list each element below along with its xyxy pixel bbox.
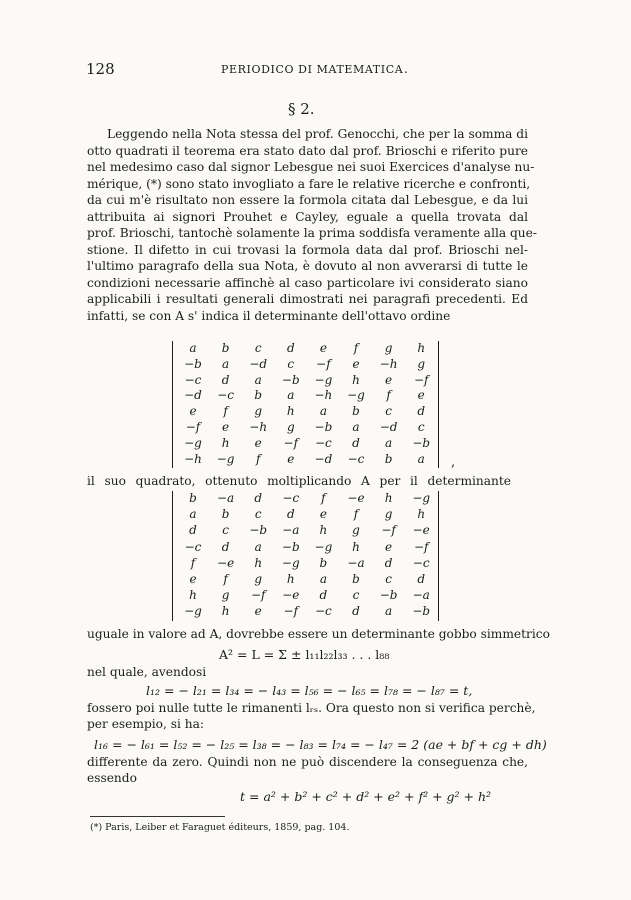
line-fossero: fossero poi nulle tutte le rimanenti lᵣₛ. Ora questo non si verifica perchè, xyxy=(87,701,536,715)
line-nel-quale: nel quale, avendosi xyxy=(87,665,207,679)
matrix-cell: g xyxy=(286,420,295,434)
determinant-matrix-2 xyxy=(168,491,446,621)
matrix-cell: a xyxy=(254,539,262,554)
matrix-cell: c xyxy=(385,404,392,419)
paragraph-line: mérique, (*) sono stato invogliato a fare le relative ricerche e confronti, xyxy=(87,176,531,191)
matrix-cell: −d xyxy=(184,388,202,403)
matrix-cell: −c xyxy=(184,539,202,554)
matrix-cell: d xyxy=(319,588,328,603)
formula-l16-equalities: l₁₆ = − l₆₁ = l₅₂ = − l₂₅ = l₃₈ = − l₈₃ = l₇₄ = − l₄₇ = 2 (ae + bf + cg + dh) xyxy=(94,737,547,752)
matrix-cell: f xyxy=(386,388,391,403)
matrix-cell: a xyxy=(385,604,393,619)
matrix-cell: −f xyxy=(413,372,429,387)
matrix-cell: b xyxy=(384,451,393,466)
matrix-cell: −e xyxy=(217,555,235,570)
matrix-cell: h xyxy=(384,491,393,505)
page-number: 128 xyxy=(86,60,115,78)
matrix-2-left-bar xyxy=(172,491,173,621)
matrix-cell: −c xyxy=(282,491,300,505)
matrix-cell: e xyxy=(189,404,197,419)
matrix-cell: f xyxy=(255,451,261,466)
matrix-cell: −g xyxy=(314,372,333,387)
paragraph-line: applicabili i resultati generali dimostrati nei paragrafi precedenti. Ed xyxy=(87,292,528,306)
matrix-cell: −f xyxy=(316,356,331,371)
footnote-rule xyxy=(90,816,225,817)
matrix-cell: d xyxy=(286,507,295,522)
matrix-cell: −c xyxy=(412,555,430,570)
matrix-cell: −d xyxy=(314,451,333,466)
footnote: (*) Paris, Leiber et Faraguet éditeurs, 1859, pag. 104. xyxy=(90,822,350,833)
matrix-cell: −g xyxy=(347,388,365,403)
matrix-cell: −f xyxy=(283,435,299,450)
matrix-cell: e xyxy=(287,451,295,466)
matrix-cell: h xyxy=(189,588,197,603)
matrix-cell: −g xyxy=(281,555,300,570)
matrix-cell: h xyxy=(286,572,295,586)
matrix-cell: h xyxy=(352,539,360,554)
formula-determinant-square: A² = L = Σ ± l₁₁l₂₂l₃₃ . . . l₈₈ xyxy=(219,647,390,662)
matrix-cell: −d xyxy=(249,356,268,371)
matrix-cell: e xyxy=(319,507,327,522)
paragraph-line: stione. Il difetto in cui trovasi la formola data dal prof. Brioschi nel- xyxy=(87,242,528,257)
matrix-cell: a xyxy=(254,372,262,387)
matrix-cell: e xyxy=(254,604,262,619)
matrix-cell: c xyxy=(287,356,295,371)
matrix-cell: −b xyxy=(249,523,268,538)
matrix-cell: −c xyxy=(184,372,202,387)
running-title: PERIODICO DI MATEMATICA xyxy=(221,63,404,76)
line-per-esempio: per esempio, si ha: xyxy=(87,717,204,731)
matrix-cell: a xyxy=(319,404,327,419)
matrix-cell: b xyxy=(189,491,197,505)
matrix-cell: d xyxy=(352,435,360,450)
matrix-cell: g xyxy=(417,356,426,371)
matrix-cell: f xyxy=(321,491,326,505)
matrix-cell: −a xyxy=(412,588,430,603)
matrix-cell: c xyxy=(352,588,360,603)
matrix-cell: f xyxy=(353,341,359,355)
matrix-cell: d xyxy=(254,491,263,505)
matrix-cell: h xyxy=(352,372,360,387)
matrix-cell: h xyxy=(417,507,426,522)
matrix-cell: b xyxy=(352,404,360,419)
matrix-cell: a xyxy=(189,341,197,355)
section-heading: § 2. xyxy=(288,100,315,118)
matrix-cell: g xyxy=(254,572,263,586)
matrix-cell: −c xyxy=(315,435,332,450)
formula-l-equalities: l₁₂ = − l₂₁ = l₃₄ = − l₄₃ = l₅₆ = − l₆₅ = l₇₈ = − l₈₇ = t, xyxy=(146,683,473,698)
paragraph-line: nel medesimo caso dal signor Lebesgue nei suoi Exercices d'analyse nu- xyxy=(87,160,535,174)
paragraph-line: l'ultimo paragrafo della sua Nota, è dovuto al non avverarsi di tutte le xyxy=(87,259,528,273)
matrix-cell: h xyxy=(254,555,263,570)
matrix-cell: e xyxy=(352,356,360,371)
matrix-cell: e xyxy=(385,539,393,554)
matrix-cell: −a xyxy=(347,555,365,570)
matrix-cell: d xyxy=(417,404,426,419)
matrix-1-left-bar xyxy=(172,341,173,468)
matrix-cell: d xyxy=(221,539,230,554)
matrix-cell: b xyxy=(221,341,230,355)
matrix-cell: b xyxy=(221,507,230,522)
matrix-cell: a xyxy=(287,388,295,403)
matrix-cell: −c xyxy=(217,388,234,403)
matrix-cell: f xyxy=(223,404,228,419)
matrix-cell: b xyxy=(319,555,328,570)
matrix-cell: f xyxy=(353,507,359,522)
matrix-cell: −g xyxy=(216,451,235,466)
paragraph-line: da cui m'è risultato non essere la formola citata dal Lebesgue, e da lui xyxy=(87,193,528,207)
matrix-cell: a xyxy=(352,420,360,434)
matrix-cell: −g xyxy=(184,604,202,619)
line-differente: differente da zero. Quindi non ne può discendere la conseguenza che, xyxy=(87,755,528,769)
matrix-cell: −g xyxy=(184,435,202,450)
matrix-cell: g xyxy=(254,404,263,419)
matrix-cell: −f xyxy=(413,539,429,554)
matrix-cell: d xyxy=(189,523,197,538)
matrix-cell: −b xyxy=(412,604,431,619)
matrix-cell: d xyxy=(221,372,230,387)
matrix-1-trailing-comma: , xyxy=(451,455,456,470)
paragraph-line: condizioni necessarie affinchè al caso particolare ivi considerato siano xyxy=(87,275,528,290)
line-after-matrix-1: il suo quadrato, ottenuto moltiplicando A per il determinante xyxy=(87,474,511,488)
matrix-cell: h xyxy=(319,523,328,538)
matrix-cell: h xyxy=(221,435,230,450)
matrix-cell: g xyxy=(384,507,393,522)
matrix-cell: d xyxy=(384,555,393,570)
matrix-cell: −b xyxy=(379,588,398,603)
matrix-cell: g xyxy=(384,341,393,355)
matrix-cell: d xyxy=(286,341,295,355)
matrix-cell: h xyxy=(221,604,230,619)
matrix-cell: c xyxy=(385,572,392,586)
matrix-cell: −f xyxy=(185,420,201,434)
matrix-cell: a xyxy=(189,507,197,522)
matrix-cell: c xyxy=(222,523,229,538)
matrix-cell: −c xyxy=(315,604,332,619)
matrix-cell: −g xyxy=(314,539,333,554)
matrix-cell: a xyxy=(222,356,230,371)
running-title-dot: . xyxy=(404,62,408,76)
matrix-cell: −a xyxy=(282,523,300,538)
matrix-cell: b xyxy=(254,388,263,403)
matrix-cell: −h xyxy=(314,388,333,403)
matrix-cell: e xyxy=(189,572,197,586)
matrix-cell: f xyxy=(223,572,228,586)
matrix-cell: e xyxy=(222,420,230,434)
matrix-cell: −h xyxy=(379,356,398,371)
matrix-cell: −a xyxy=(216,491,235,505)
matrix-cell: g xyxy=(352,523,360,538)
matrix-cell: −b xyxy=(281,372,300,387)
matrix-cell: e xyxy=(254,435,262,450)
matrix-cell: a xyxy=(417,451,425,466)
matrix-cell: −e xyxy=(412,523,430,538)
paragraph-line: otto quadrati il teorema era stato dato dal prof. Brioschi e riferito pure xyxy=(87,143,528,158)
line-essendo: essendo xyxy=(87,771,137,785)
line-after-matrix-2: uguale in valore ad A, dovrebbe essere un determinante gobbo simmetrico xyxy=(87,627,550,641)
matrix-cell: g xyxy=(221,588,230,603)
matrix-cell: e xyxy=(319,341,327,355)
matrix-cell: f xyxy=(190,555,196,570)
matrix-cell: c xyxy=(254,341,262,355)
formula-t-sum-of-squares: t = a² + b² + c² + d² + e² + f² + g² + h² xyxy=(240,789,492,804)
matrix-cell: b xyxy=(352,572,360,586)
matrix-cell: h xyxy=(417,341,426,355)
matrix-cell: −c xyxy=(347,451,365,466)
matrix-cell: c xyxy=(417,420,425,434)
matrix-cell: −e xyxy=(282,588,300,603)
matrix-cell: a xyxy=(385,435,393,450)
matrix-cell: −f xyxy=(283,604,299,619)
matrix-cell: −b xyxy=(281,539,300,554)
paragraph-line: Leggendo nella Nota stessa del prof. Genocchi, che per la somma di xyxy=(107,127,528,141)
matrix-cell: −g xyxy=(412,491,431,505)
matrix-cell: −h xyxy=(184,451,202,466)
matrix-cell: −b xyxy=(314,420,333,434)
matrix-cell: −f xyxy=(250,588,266,603)
matrix-cell: −f xyxy=(381,523,396,538)
paragraph-line: attribuita ai signori Prouhet e Cayley, eguale a quella trovata dal xyxy=(87,209,528,224)
matrix-cell: d xyxy=(417,572,426,586)
matrix-cell: −b xyxy=(412,435,431,450)
matrix-cell: a xyxy=(319,572,327,586)
determinant-matrix-1 xyxy=(168,341,446,468)
matrix-cell: h xyxy=(286,404,295,419)
matrix-cell: −b xyxy=(184,356,202,371)
matrix-cell: −d xyxy=(379,420,398,434)
matrix-cell: −h xyxy=(249,420,268,434)
matrix-cell: e xyxy=(385,372,393,387)
matrix-cell: d xyxy=(352,604,360,619)
matrix-cell: −e xyxy=(347,491,365,505)
matrix-cell: c xyxy=(254,507,262,522)
paragraph-line: infatti, se con A s' indica il determinante dell'ottavo ordine xyxy=(87,308,451,323)
paragraph-line: prof. Brioschi, tantochè solamente la prima soddisfa veramente alla que- xyxy=(87,226,537,240)
matrix-cell: e xyxy=(417,388,425,403)
